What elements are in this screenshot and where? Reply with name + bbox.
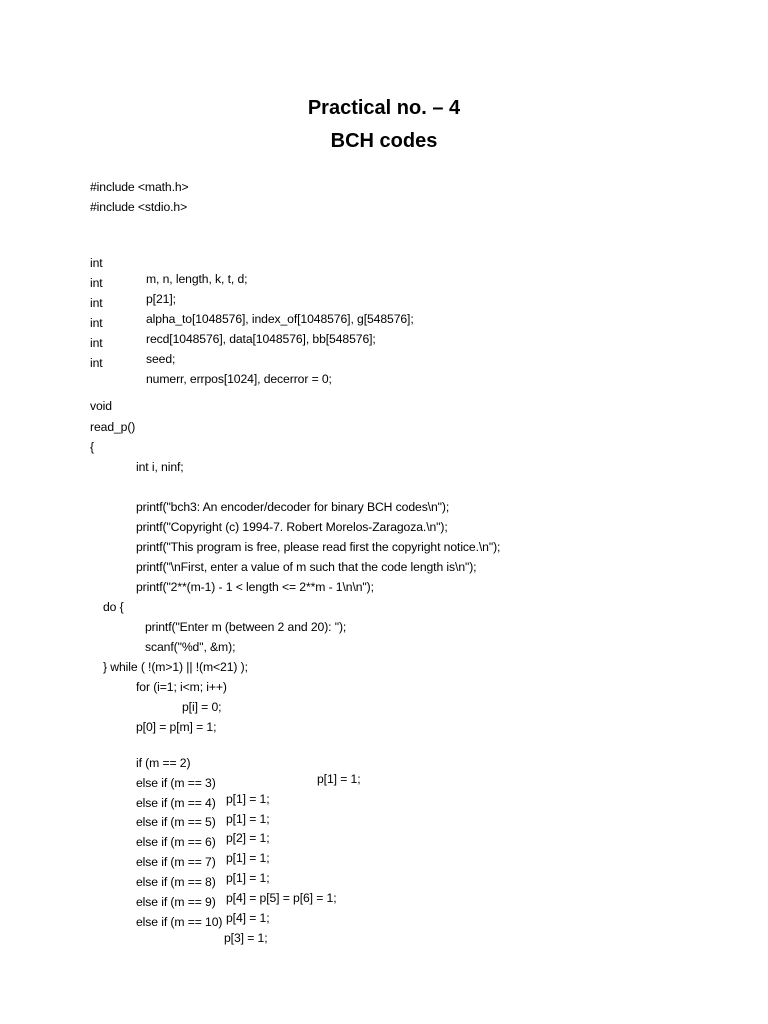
- else-if-condition: else if (m == 3): [136, 776, 216, 790]
- do-open: do {: [103, 600, 124, 614]
- declaration-type: int: [90, 256, 103, 270]
- page-title: Practical no. – 4: [307, 97, 461, 119]
- function-return-type: void: [90, 399, 112, 413]
- else-if-condition: else if (m == 4): [136, 796, 216, 810]
- else-if-statement: p[2] = 1;: [226, 831, 270, 845]
- declaration-line: [0, 339, 768, 387]
- declaration-type: int: [90, 296, 103, 310]
- declaration-names: recd[1048576], data[1048576], bb[548576];: [146, 332, 376, 346]
- code-line: printf("Enter m (between 2 and 20): ");: [145, 620, 347, 634]
- else-if-statement: p[1] = 1;: [226, 792, 270, 806]
- else-if-line: [0, 898, 768, 946]
- else-if-statement: p[3] = 1;: [224, 931, 268, 945]
- else-if-condition: else if (m == 8): [136, 875, 216, 889]
- else-if-condition: else if (m == 5): [136, 815, 216, 829]
- code-line: scanf("%d", &m);: [145, 640, 236, 654]
- else-if-statement: p[1] = 1;: [226, 871, 270, 885]
- function-signature: read_p(): [90, 420, 136, 434]
- declaration-type: int: [90, 276, 103, 290]
- else-if-condition: else if (m == 7): [136, 855, 216, 869]
- function-locals: int i, ninf;: [136, 460, 184, 474]
- while-line: } while ( !(m>1) || !(m<21) );: [103, 660, 248, 674]
- function-open-brace: {: [90, 440, 94, 454]
- for-body: p[i] = 0;: [182, 700, 222, 714]
- code-line: printf("This program is free, please read first the copyright notice.\n");: [136, 540, 501, 554]
- declaration-names: seed;: [146, 352, 176, 366]
- else-if-condition: else if (m == 9): [136, 895, 216, 909]
- include-line: #include <stdio.h>: [90, 200, 188, 214]
- else-if-condition: else if (m == 6): [136, 835, 216, 849]
- else-if-statement: p[1] = 1;: [226, 812, 270, 826]
- code-line: printf("bch3: An encoder/decoder for binary BCH codes\n");: [136, 500, 450, 514]
- else-if-statement: p[4] = 1;: [226, 911, 270, 925]
- else-if-statement: p[4] = p[5] = p[6] = 1;: [226, 891, 337, 905]
- assign-line: p[0] = p[m] = 1;: [136, 720, 217, 734]
- if-condition: if (m == 2): [136, 756, 191, 770]
- declaration-names: m, n, length, k, t, d;: [146, 272, 248, 286]
- declaration-names: alpha_to[1048576], index_of[1048576], g[548576];: [146, 312, 414, 326]
- include-line: #include <math.h>: [90, 180, 189, 194]
- code-line: printf("\nFirst, enter a value of m such that the code length is\n");: [136, 560, 477, 574]
- code-line: printf("Copyright (c) 1994-7. Robert Morelos-Zaragoza.\n");: [136, 520, 448, 534]
- if-statement: p[1] = 1;: [317, 772, 361, 786]
- page-subtitle: BCH codes: [330, 130, 438, 152]
- code-line: printf("2**(m-1) - 1 < length <= 2**m - 1\n\n");: [136, 580, 374, 594]
- declaration-type: int: [90, 316, 103, 330]
- else-if-condition: else if (m == 10): [136, 915, 223, 929]
- declaration-type: int: [90, 356, 103, 370]
- else-if-statement: p[1] = 1;: [226, 851, 270, 865]
- for-line: for (i=1; i<m; i++): [136, 680, 227, 694]
- declaration-type: int: [90, 336, 103, 350]
- declaration-names: numerr, errpos[1024], decerror = 0;: [146, 372, 332, 386]
- declaration-names: p[21];: [146, 292, 176, 306]
